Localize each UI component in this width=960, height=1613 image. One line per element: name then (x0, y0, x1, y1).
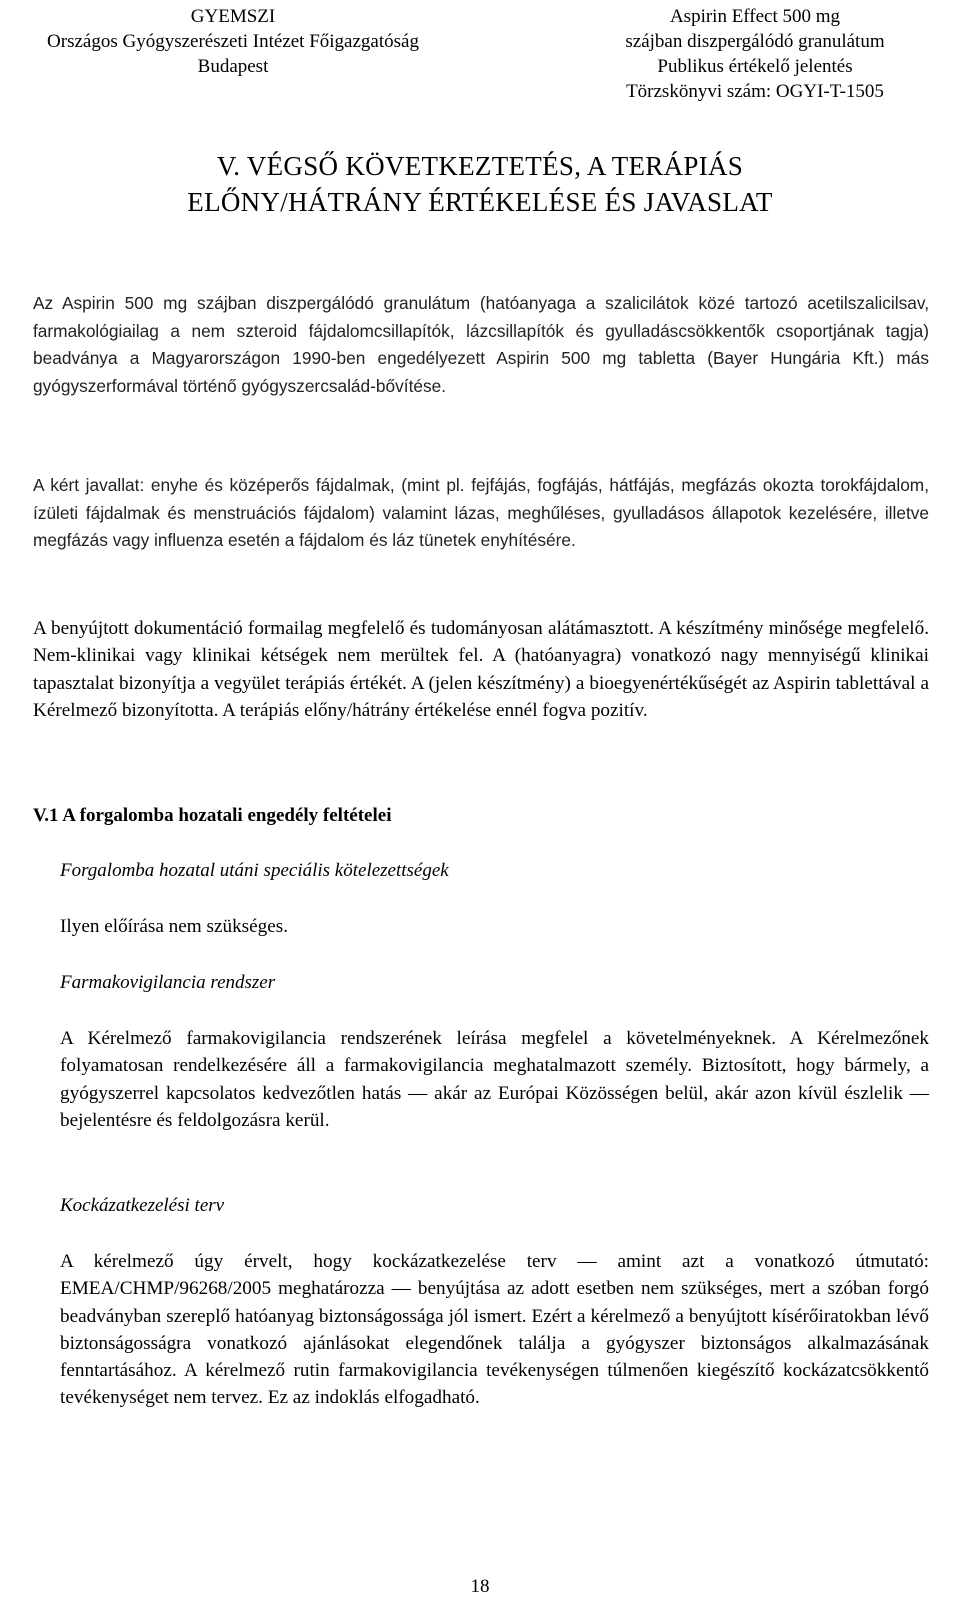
issuer-city: Budapest (197, 56, 269, 77)
section-title-line-1: V. VÉGSŐ KÖVETKEZTETÉS, A TERÁPIÁS (216, 151, 744, 181)
report-type: Publikus értékelő jelentés (657, 56, 853, 77)
issuer-department: Országos Gyógyszerészeti Intézet Főigazgatóság (47, 31, 419, 52)
section-title-line-2: ELŐNY/HÁTRÁNY ÉRTÉKELÉSE ÉS JAVASLAT (187, 187, 773, 217)
subsection-heading: V.1 A forgalomba hozatali engedély feltételei (33, 805, 392, 826)
product-block (585, 4, 925, 104)
pharmacovigilance-title: Farmakovigilancia rendszer (60, 972, 276, 993)
post-marketing-title: Forgalomba hozatal utáni speciális kötelezettségek (60, 860, 449, 881)
page-header (0, 4, 960, 100)
intro-paragraph: Az Aspirin 500 mg szájban diszpergálódó granulátum (hatóanyaga a szalicilátok közé tartozó acetilszalicilsav, farmakológiailag a nem szteroid fájdalomcsillapítók, lázcsillapítók és gyulladáscsökkentők csoportjának tagja) beadványa a Magyarországon 1990-ben engedélyezett Aspirin 500 mg tabletta (Bayer Hungária Kft.) más gyógyszerformával történő gyógyszercsalád-bővítése. (33, 293, 929, 396)
page-number: 18 (470, 1576, 490, 1597)
documentation-paragraph: A benyújtott dokumentáció formailag megfelelő és tudományosan alátámasztott. A készítmény minősége megfelelő. Nem-klinikai vagy klinikai kétségek nem merültek fel. A (hatóanyagra) vonatkozó nagy mennyiségű klinikai tapasztalat bizonyítja a vegyület terápiás értékét. A (jelen készítmény) a bioegyenértékűségét az Aspirin tablettával a Kérelmező bizonyította. A terápiás előny/hátrány értékelése ennél fogva pozitív. (33, 618, 929, 721)
post-marketing-text: Ilyen előírása nem szükséges. (60, 916, 289, 937)
pharmacovigilance-text: A Kérelmező farmakovigilancia rendszerének leírása megfelel a követelményeknek. A Kérelmezőnek folyamatosan rendelkezésére áll a farmakovigilancia meghatalmazott személy. Biztosított, hogy bármely, a gyógyszerrel kapcsolatos kedvezőtlen hatás — akár az Európai Közösségen belül, akár azon kívül észlelik — bejelentésre és feldolgozásra kerül. (60, 1028, 929, 1131)
indication-paragraph: A kért javallat: enyhe és középerős fájdalmak, (mint pl. fejfájás, fogfájás, hátfájás, megfázás okozta torokfájdalom, ízületi fájdalmak és menstruációs fájdalom) valamint lázas, meghűléses, gyulladásos állapotok kezelésére, illetve megfázás vagy influenza esetén a fájdalom és láz tünetek enyhítésére. (33, 475, 929, 551)
risk-management-title: Kockázatkezelési terv (60, 1195, 225, 1216)
issuer-name: GYEMSZI (190, 6, 276, 27)
product-name: Aspirin Effect 500 mg (669, 6, 841, 27)
registration-number: Törzskönyvi szám: OGYI-T-1505 (626, 81, 884, 102)
issuer-block (8, 4, 458, 79)
risk-management-text: A kérelmező úgy érvelt, hogy kockázatkezelése terv — amint azt a vonatkozó útmutató: EMEA/CHMP/96268/2005 meghatározza — benyújtása az adott esetben nem szükséges, mert a szóban forgó beadványban szereplő hatóanyag biztonságossága jól ismert. Ezért a kérelmező a benyújtott kísérőiratokban lévő biztonságosságra vonatkozó ajánlásokat elegendőnek találja a gyógyszer biztonságos alkalmazásának fenntartásához. A kérelmező rutin farmakovigilancia tevékenységen túlmenően kiegészítő kockázatcsökkentő tevékenységet nem tervez. Ez az indoklás elfogadható. (60, 1251, 929, 1409)
section-title (60, 148, 900, 220)
product-form: szájban diszpergálódó granulátum (625, 31, 885, 52)
